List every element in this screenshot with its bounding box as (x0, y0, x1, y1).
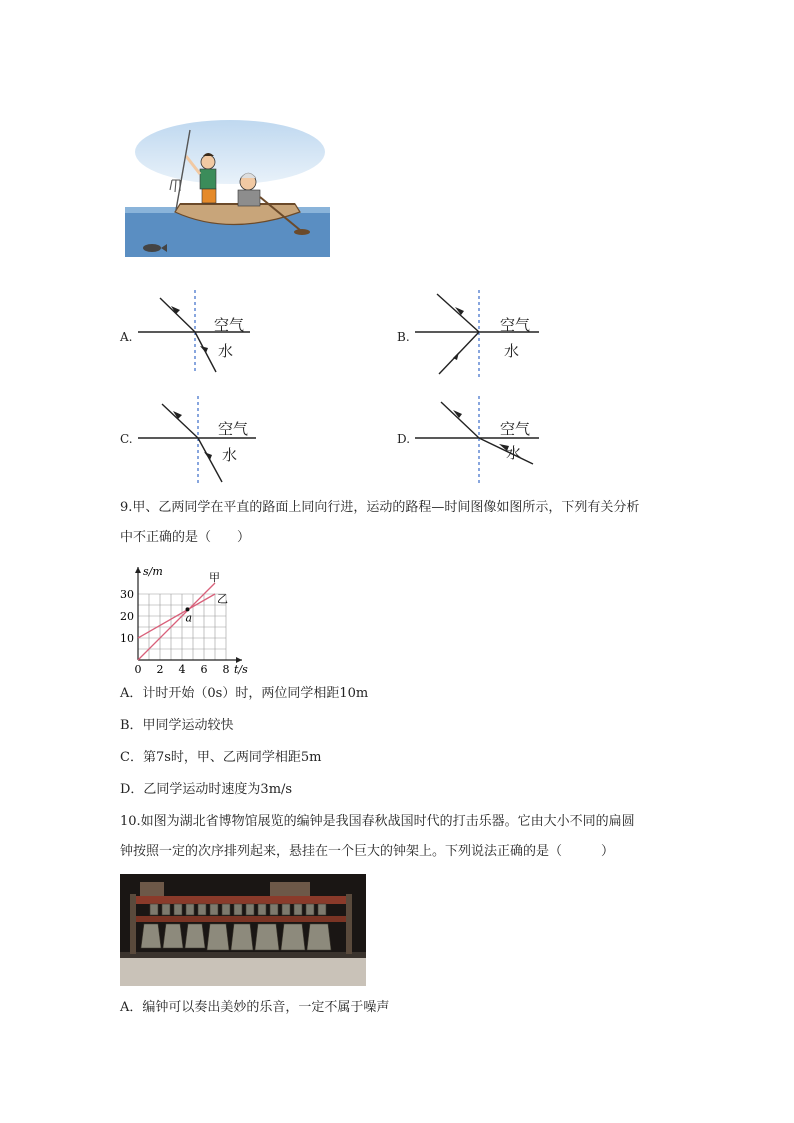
option-b-label: B. (397, 330, 410, 344)
x-tick-label: 0 (134, 663, 142, 676)
q9-option-b: B．甲同学运动较快 (120, 718, 234, 733)
option-b-air-label: 空气 (500, 316, 531, 334)
option-d-water-label: 水 (506, 444, 522, 462)
x-tick-label: 8 (222, 663, 230, 676)
q9-option-c: C．第7s时，甲、乙两同学相距5m (120, 750, 322, 765)
refraction-diagram-d (415, 396, 545, 486)
option-c-label: C. (120, 432, 133, 446)
q10-option-a: A．编钟可以奏出美妙的乐音，一定不属于噪声 (120, 1000, 390, 1015)
q10-stem-line1: 10.如图为湖北省博物馆展览的编钟是我国春秋战国时代的打击乐器。它由大小不同的扁圆 (120, 814, 635, 829)
st-graph (116, 556, 286, 676)
q9-option-a: A．计时开始（0s）时，两位同学相距10m (120, 686, 369, 701)
x-tick-label: 2 (156, 663, 164, 676)
x-tick-label: 6 (200, 663, 208, 676)
series-label-jia: 甲 (209, 571, 220, 584)
option-c-water-label: 水 (222, 446, 238, 464)
refraction-diagram-a (138, 290, 258, 380)
boat-fishing-illustration (120, 112, 335, 262)
refraction-diagram-c (138, 396, 263, 486)
option-d-label: D. (397, 432, 411, 446)
point-a-label: a (185, 611, 193, 625)
option-a-water-label: 水 (218, 342, 234, 360)
q9-stem-line1: 9.甲、乙两同学在平直的路面上同向行进，运动的路程—时间图像如图所示，下列有关分析 (120, 500, 640, 515)
option-c-air-label: 空气 (218, 420, 249, 438)
y-axis-label: s/m (143, 565, 163, 578)
x-tick-label: 4 (178, 663, 186, 676)
series-label-yi: 乙 (217, 592, 228, 606)
option-a-air-label: 空气 (214, 316, 245, 334)
y-tick-label: 10 (120, 632, 134, 645)
x-axis-label: t/s (234, 663, 248, 676)
chime-bells-photo (120, 874, 366, 986)
option-d-air-label: 空气 (500, 420, 531, 438)
y-tick-label: 30 (120, 588, 134, 601)
q9-stem-line2: 中不正确的是（ ） (120, 530, 251, 545)
q9-option-d: D．乙同学运动时速度为3m/s (120, 782, 293, 797)
option-a-label: A. (120, 330, 133, 344)
q10-stem-line2: 钟按照一定的次序排列起来，悬挂在一个巨大的钟架上。下列说法正确的是（ ） (120, 844, 615, 859)
y-axis-arrow (135, 567, 141, 573)
series-line-jia (138, 583, 215, 660)
y-tick-label: 20 (120, 610, 134, 623)
option-b-water-label: 水 (504, 342, 520, 360)
refraction-diagram-b (415, 290, 545, 380)
